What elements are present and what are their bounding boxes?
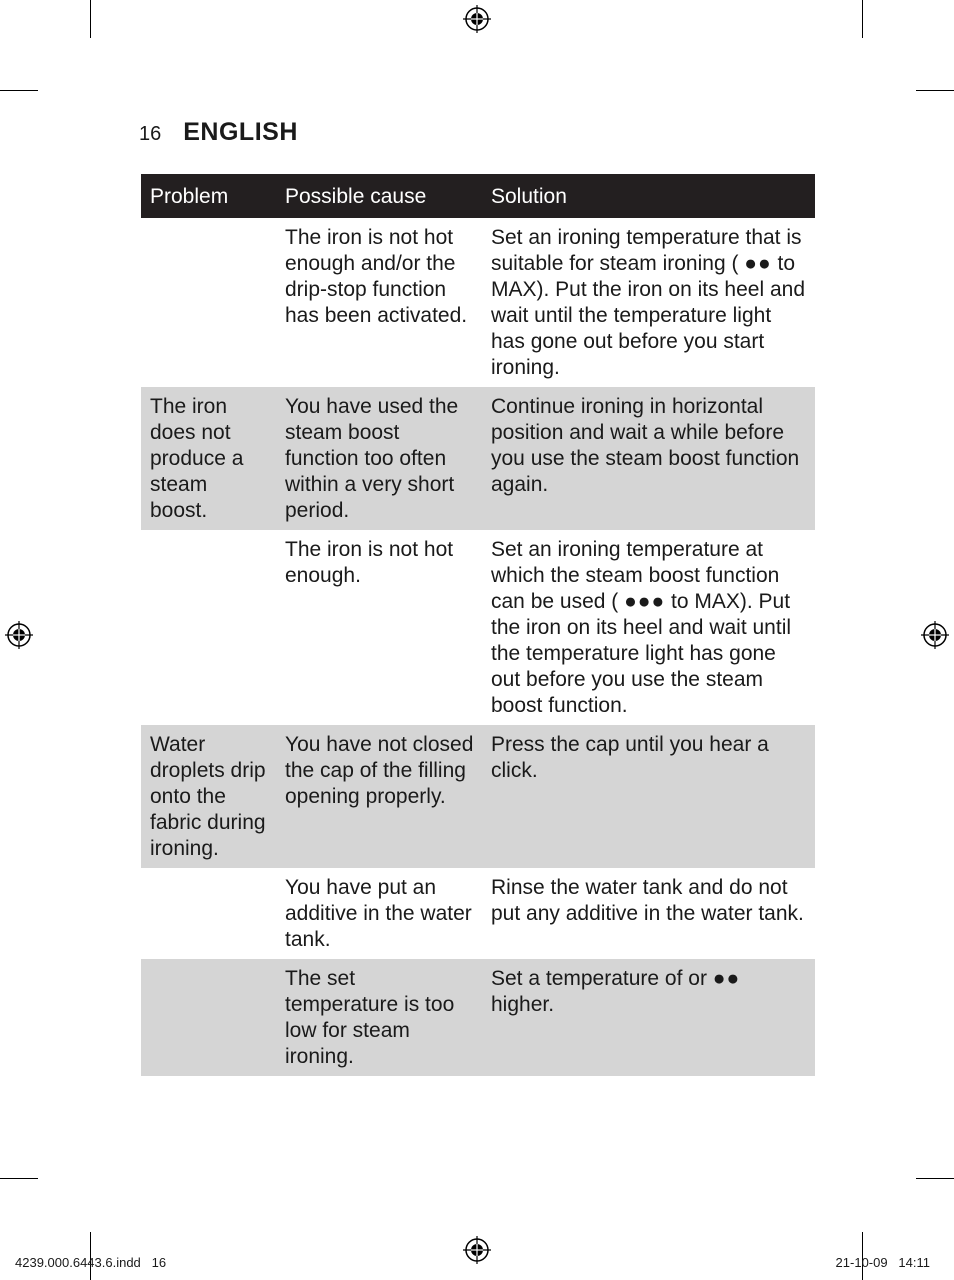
cause-cell: The iron is not hot enough and/or the drip-stop function has been activated. xyxy=(285,226,468,327)
crop-mark xyxy=(0,1178,38,1179)
crop-mark xyxy=(916,1178,954,1179)
solution-cell xyxy=(482,868,815,959)
solution-text: Set an ironing temperature that is suitable for steam ironing ( xyxy=(491,226,802,275)
problem-cell xyxy=(141,959,276,1076)
cause-cell: You have not closed the cap of the filling opening properly. xyxy=(276,725,482,868)
problem-cell xyxy=(141,530,276,725)
solution-cell xyxy=(482,959,815,1076)
page-header xyxy=(139,118,298,147)
solution-text: to MAX). Put the iron on its heel and wait until the temperature light has gone out before you use the steam boost function. xyxy=(491,590,792,717)
temperature-dots-icon: ●● xyxy=(712,967,741,990)
temperature-dots-icon: ●● xyxy=(744,252,772,275)
problem-cell: The iron does not produce a steam boost. xyxy=(141,387,276,530)
column-header-cause: Possible cause xyxy=(276,174,482,218)
column-header-problem: Problem xyxy=(141,174,276,218)
crop-mark xyxy=(862,0,863,38)
file-slug: 4239.000.6443.6.indd 16 xyxy=(15,1255,167,1270)
solution-cell xyxy=(482,530,815,725)
solution-text: Set a temperature of or xyxy=(491,967,713,990)
problem-cell: Water droplets drip onto the fabric during ironing. xyxy=(141,725,276,868)
registration-mark-icon xyxy=(5,621,33,649)
crop-mark xyxy=(0,90,38,91)
print-date: 21-10-09 14:11 xyxy=(835,1255,930,1270)
problem-cell xyxy=(141,868,276,959)
troubleshooting-table xyxy=(141,174,815,1076)
table-row xyxy=(141,868,815,959)
cause-cell: You have put an additive in the water tank. xyxy=(285,876,472,951)
cause-cell: You have used the steam boost function too often within a very short period. xyxy=(276,387,482,530)
solution-text: Set an ironing temperature at which the steam boost function can be used ( xyxy=(491,538,780,613)
solution-text: Continue ironing in horizontal position and wait a while before you use the steam boost function again. xyxy=(491,395,800,496)
problem-cell xyxy=(141,218,276,387)
solution-text: Press the cap until you hear a click. xyxy=(491,733,769,782)
solution-text: Rinse the water tank and do not put any additive in the water tank. xyxy=(491,876,804,925)
page-title: ENGLISH xyxy=(183,118,298,146)
solution-cell xyxy=(482,387,815,530)
solution-text: higher. xyxy=(491,993,555,1016)
table-header-row xyxy=(141,174,815,218)
solution-text: to MAX). Put the iron on its heel and wait until the temperature light has gone out before you start ironing. xyxy=(491,252,806,379)
crop-mark xyxy=(90,0,91,38)
table-row xyxy=(141,725,815,868)
solution-cell xyxy=(482,218,815,387)
table-row xyxy=(141,218,815,387)
temperature-dots-icon: ●●● xyxy=(624,590,666,613)
table-row xyxy=(141,959,815,1076)
table-row xyxy=(141,530,815,725)
registration-mark-icon xyxy=(921,621,949,649)
table-row xyxy=(141,387,815,530)
cause-cell: The iron is not hot enough. xyxy=(285,538,454,587)
solution-cell xyxy=(482,725,815,868)
registration-mark-icon xyxy=(463,1236,491,1264)
crop-mark xyxy=(916,90,954,91)
column-header-solution: Solution xyxy=(482,174,815,218)
registration-mark-icon xyxy=(463,5,491,33)
page-number: 16 xyxy=(139,123,162,145)
cause-cell: The set temperature is too low for steam ironing. xyxy=(276,959,482,1076)
